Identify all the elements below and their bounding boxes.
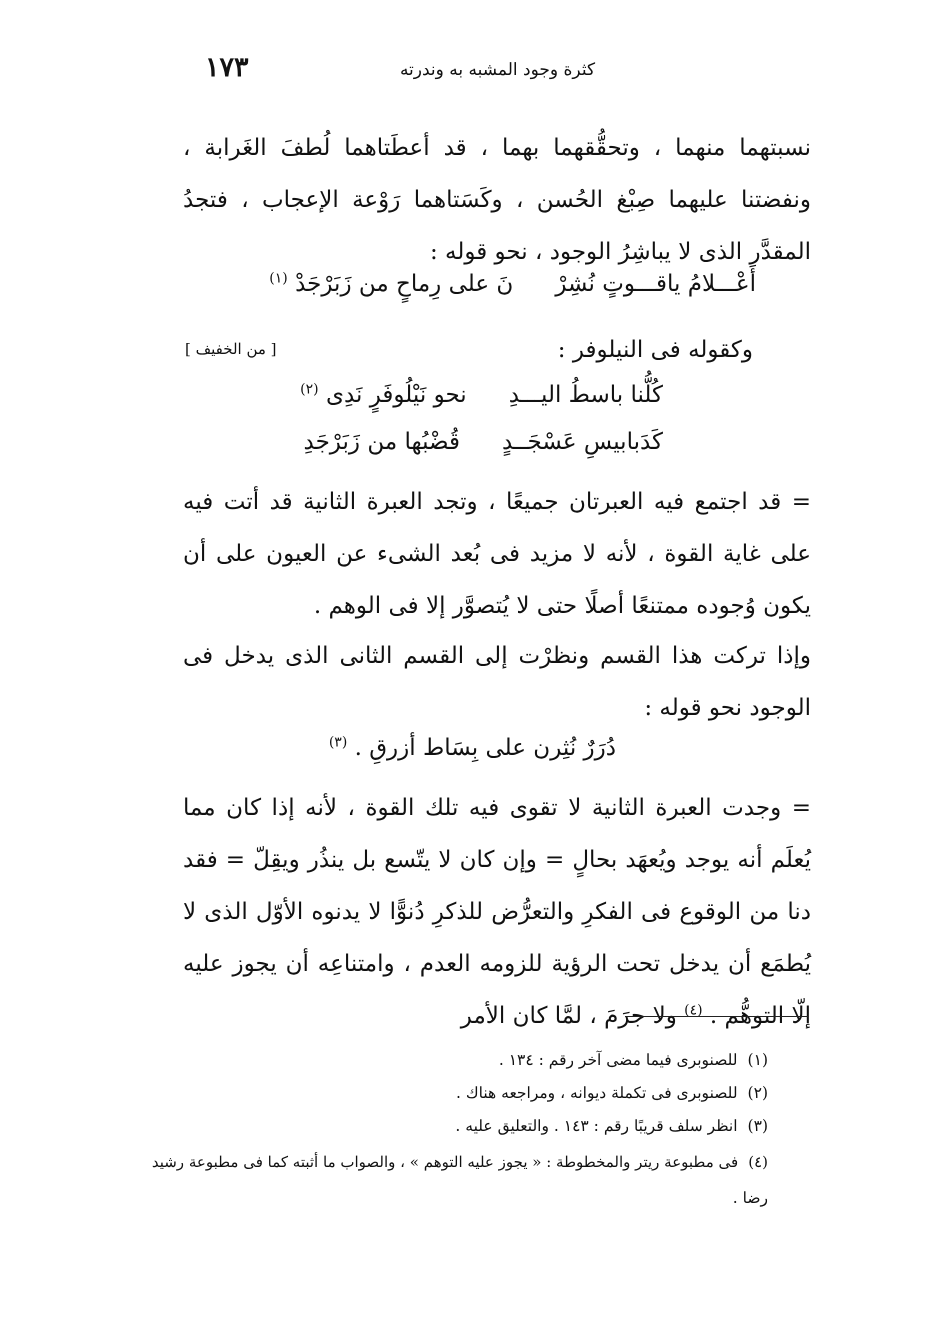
verse-2-intro: وكقوله فى النيلوفر : [557, 337, 753, 363]
meter-label: [ من الخفيف ] [185, 340, 277, 358]
footnote-ref-2: (٢) [300, 381, 319, 398]
footnote-3-number: (٣) [747, 1117, 768, 1135]
verse-2-line-1-second: نحو نَيْلُوفَرٍ نَدِى [325, 382, 467, 408]
verse-1-second-hemistich: نَ على رِماحٍ من زَبَرْجَدْ [295, 271, 514, 297]
paragraph-3: وإذا تركت هذا القسم ونظرْت إلى القسم الثانى الذى يدخل فى الوجود نحو قوله : [183, 643, 811, 721]
footnote-4-text: فى مطبوعة ريتر والمخطوطة : « يجوز عليه التوهم » ، والصواب ما أثبته كما فى مطبوعة رشيد [151, 1153, 739, 1171]
footnote-1 [183, 1045, 768, 1075]
footnote-ref-1: (١) [269, 270, 288, 287]
verse-2-line-2 [304, 422, 663, 462]
footnote-3-text: انظر سلف قريبًا رقم : ١٤٣ . والتعليق عليه . [455, 1117, 738, 1135]
verse-2-line-1-first: كُلُّنا باسطُ اليـــدِ [508, 382, 663, 408]
page-header [185, 50, 810, 90]
footnote-2-number: (٢) [747, 1084, 768, 1102]
verse-2-line-2-first: كَدَبابيسِ عَسْجَــدٍ [501, 429, 663, 455]
footnote-ref-4: (٤) [684, 1002, 703, 1019]
verse-3-text: دُرَرٌ نُثِرن على بِسَاط أزرقِ . [354, 735, 616, 761]
paragraph-4 [183, 782, 811, 1042]
footnote-divider [625, 1016, 808, 1017]
paragraph-4-tail: ولا جرَمَ ، لمَّا كان الأمر [460, 1003, 677, 1029]
footnote-2-text: للصنوبرى فى تكملة ديوانه ، ومراجعه هناك . [456, 1084, 738, 1102]
footnote-4-continuation: رضا . [732, 1189, 768, 1207]
page-number: ١٧٣ [205, 52, 249, 83]
verse-1 [269, 264, 756, 304]
footnote-2 [183, 1078, 768, 1108]
verse-2-line-1 [300, 375, 663, 415]
running-title: كثرة وجود المشبه به وندرته [399, 60, 596, 80]
footnote-4-number: (٤) [748, 1153, 768, 1171]
footnote-4 [150, 1147, 768, 1177]
footnote-1-text: للصنوبرى فيما مضى آخر رقم : ١٣٤ . [498, 1051, 738, 1069]
footnote-3 [183, 1111, 768, 1141]
verse-1-first-hemistich: أَعْـــلامُ ياقـــوتٍ نُشِرْ [555, 271, 756, 297]
footnote-ref-3: (٣) [328, 734, 348, 751]
paragraph-4-body: = وجدت العبرة الثانية لا تقوى فيه تلك القوة ، لأنه إذا كان مما يُعلَم أنه يوجد ويُعهَد بحالٍ = وإن كان لا يتّسع بل ينذُر ويقِلّ = فقد دنا من الوقوع فى الفكرِ والتعرُّض للذكرِ دُنوًّا لا يدنوه الأوّل الذى لا يُطمَع أن يدخل تحت الرؤية للزومه العدم ، وامتناعِه أن يجوز عليه إلّا التوهُّم . [183, 795, 811, 1029]
paragraph-2: = قد اجتمع فيه العبرتان جميعًا ، وتجد العبرة الثانية قد أتت فيه على غاية القوة ، لأنه لا مزيد فى بُعد الشىء عن العيون على أن يكون وُجوده ممتنعًا أصلًا حتى لا يُتصوَّر إلا فى الوهم . [183, 489, 811, 619]
verse-2-line-2-second: قُضْبُها من زَبَرْجَدِ [303, 429, 460, 455]
footnote-1-number: (١) [747, 1051, 768, 1069]
paragraph-1: نسبتهما منهما ، وتحقُّقهما بهما ، قد أعطَتاهما لُطفَ الغَرابة ، ونفضتنا عليهما صِبْغ الحُسن ، وكَسَتاهما رَوْعة الإعجاب ، فتجدُ المقدَّر الذى لا يباشِرُ الوجود ، نحو قوله : [183, 135, 811, 265]
verse-3 [329, 728, 616, 768]
